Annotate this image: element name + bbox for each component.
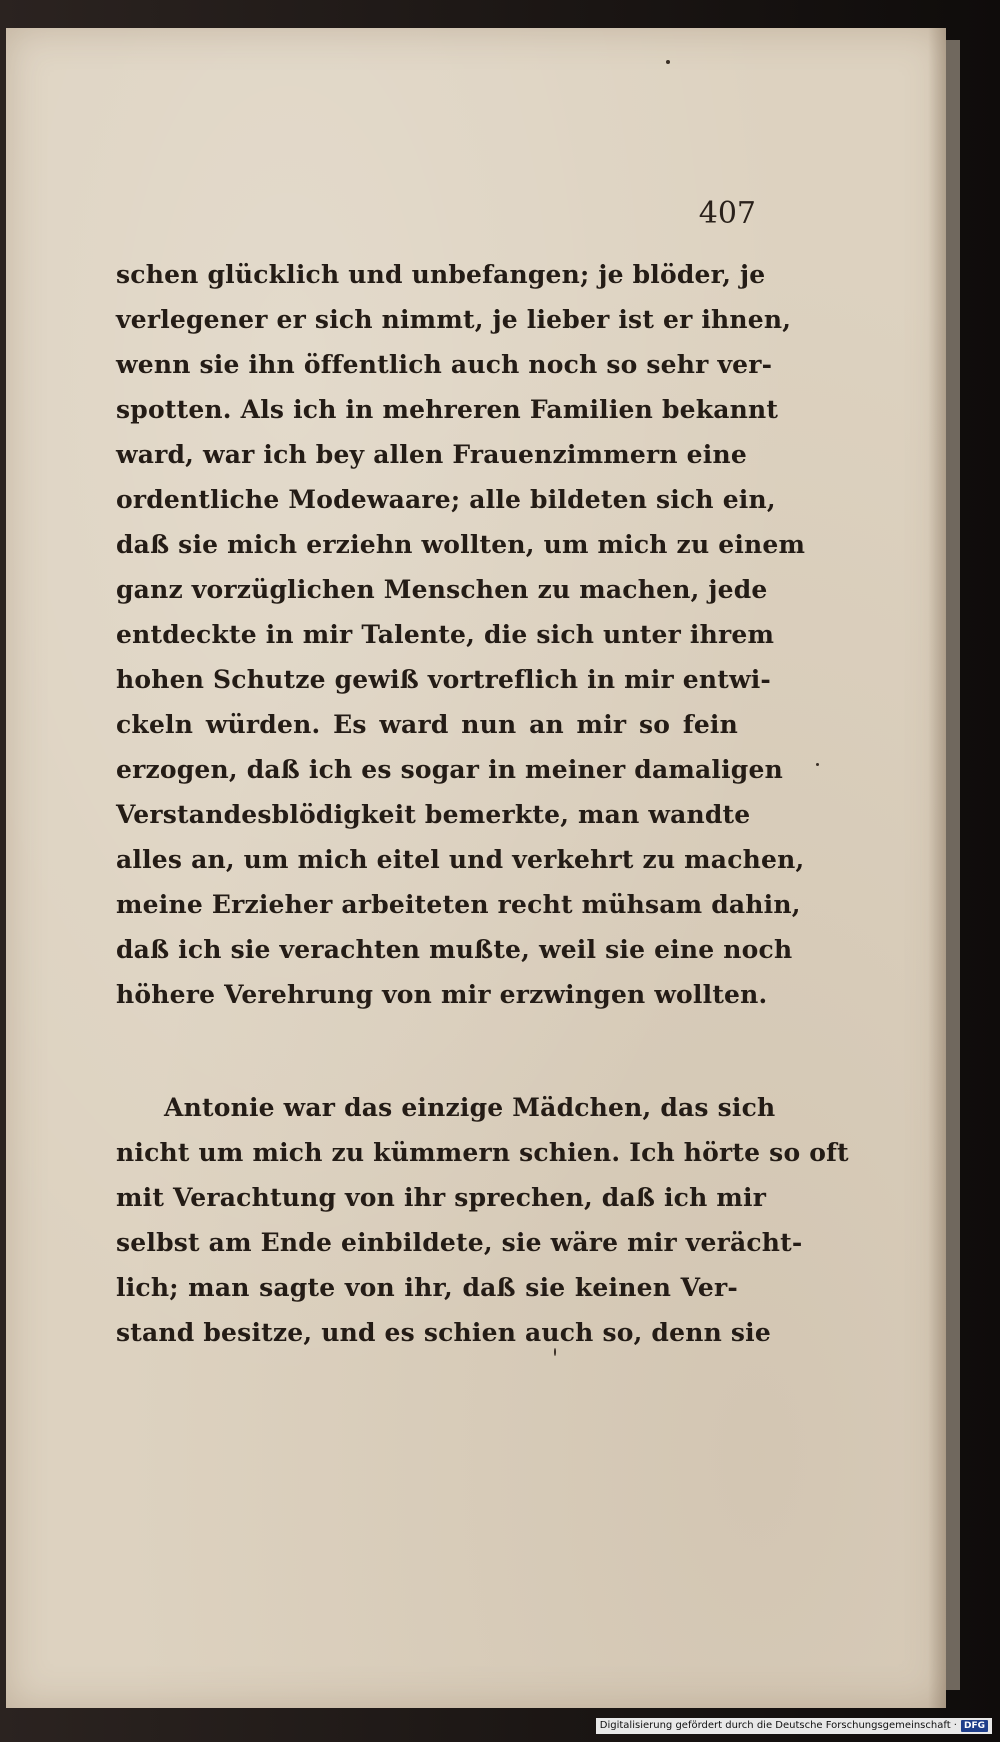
text-line: wenn sie ihn öffentlich auch noch so sehr ver-: [116, 350, 773, 379]
text-line: ckeln würden. Es ward nun an mir so fein: [116, 710, 738, 739]
text-line: höhere Verehrung von mir erzwingen wollten.: [116, 980, 768, 1009]
text-line: ganz vorzüglichen Menschen zu machen, jede: [116, 575, 768, 604]
text-line: nicht um mich zu kümmern schien. Ich hörte so oft: [116, 1138, 849, 1167]
paragraph-gap: [116, 1017, 738, 1085]
digitization-credit: [596, 1718, 992, 1734]
dfg-logo-icon: DFG: [961, 1720, 988, 1732]
credit-text: Digitalisierung gefördert durch die Deutsche Forschungsgemeinschaft ·: [599, 1720, 957, 1731]
page-number: 407: [698, 196, 756, 231]
text-line: ordentliche Modewaare; alle bildeten sich ein,: [116, 485, 776, 514]
text-line: verlegener er sich nimmt, je lieber ist er ihnen,: [116, 305, 792, 334]
text-line: stand besitze, und es schien auch so, denn sie: [116, 1318, 771, 1347]
text-line: daß ich sie verachten mußte, weil sie eine noch: [116, 935, 793, 964]
text-line: mit Verachtung von ihr sprechen, daß ich mir: [116, 1183, 767, 1212]
text-line: daß sie mich erziehn wollten, um mich zu einem: [116, 530, 806, 559]
text-line: hohen Schutze gewiß vortreflich in mir entwi-: [116, 665, 771, 694]
paper-speck: [816, 763, 819, 766]
text-line: erzogen, daß ich es sogar in meiner damaligen: [116, 755, 783, 784]
text-line: Verstandesblödigkeit bemerkte, man wandte: [116, 800, 751, 829]
text-line: lich; man sagte von ihr, daß sie keinen Ver-: [116, 1273, 738, 1302]
page-edge: [946, 40, 960, 1690]
text-line: selbst am Ende einbildete, sie wäre mir verächt-: [116, 1228, 803, 1257]
text-line: alles an, um mich eitel und verkehrt zu machen,: [116, 845, 805, 874]
paper-speck: [666, 60, 670, 64]
text-line: ward, war ich bey allen Frauenzimmern eine: [116, 440, 747, 469]
text-line: meine Erzieher arbeiteten recht mühsam dahin,: [116, 890, 801, 919]
text-line: entdeckte in mir Talente, die sich unter ihrem: [116, 620, 775, 649]
text-line: schen glücklich und unbefangen; je blöder, je: [116, 260, 766, 289]
text-line: Antonie war das einzige Mädchen, das sich: [164, 1093, 776, 1122]
body-text: [116, 252, 849, 1355]
text-line: spotten. Als ich in mehreren Familien bekannt: [116, 395, 779, 424]
